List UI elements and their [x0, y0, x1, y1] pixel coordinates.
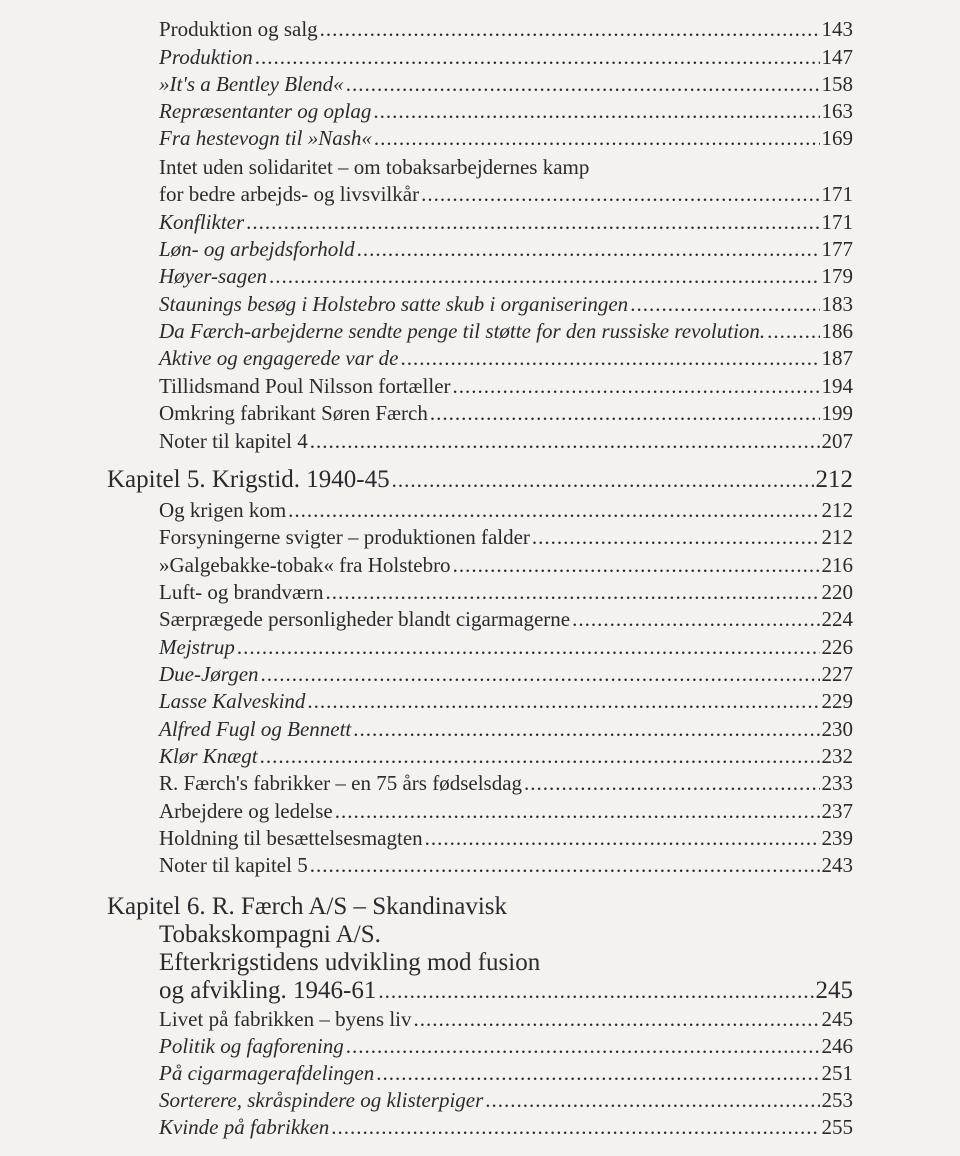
toc-entry: [159, 1060, 853, 1086]
toc-entry-title: Sorterere, skråspindere og klisterpiger: [159, 1088, 484, 1112]
leader-dots: [331, 1114, 819, 1140]
toc-entry-title: Forsyningerne svigter – produktionen falder: [159, 525, 530, 549]
toc-entry: [159, 852, 853, 878]
toc-entry: [159, 44, 853, 70]
leader-dots: [374, 125, 820, 151]
toc-entry: [159, 634, 853, 660]
toc-entry: [159, 688, 853, 714]
leader-dots: [346, 71, 820, 97]
toc-entry: [159, 291, 853, 317]
toc-entry-page-number: 230: [821, 717, 853, 741]
leader-dots: [260, 743, 820, 769]
toc-entry-title: Aktive og engagerede var de: [159, 346, 399, 370]
toc-entry-title: Arbejdere og ledelse: [159, 799, 333, 823]
toc-entry-page-number: 158: [821, 72, 853, 96]
toc-entry-page-number: 163: [821, 99, 853, 123]
leader-dots: [414, 1006, 820, 1032]
toc-entry-title: Klør Knægt: [159, 744, 258, 768]
toc-entry-page-number: 212: [821, 525, 853, 549]
toc-entry-page-number: 220: [821, 580, 853, 604]
toc-entry-title: På cigarmagerafdelingen: [159, 1061, 375, 1085]
toc-entry: [159, 1114, 853, 1140]
leader-dots: [357, 236, 820, 262]
chapter-6-title-end: og afvikling. 1946-61: [159, 977, 377, 1004]
chapter-6-line-4: [107, 977, 853, 1005]
toc-entry: [159, 125, 853, 151]
toc-entry-title: Løn- og arbejdsforhold: [159, 237, 355, 261]
toc-entry-title: »It's a Bentley Blend«: [159, 72, 344, 96]
leader-dots: [346, 1033, 820, 1059]
leader-dots: [378, 977, 813, 1005]
toc-entry-page-number: 255: [821, 1115, 853, 1139]
toc-entry: [159, 16, 853, 42]
leader-dots: [255, 44, 820, 70]
toc-entry-title: Intet uden solidaritet – om tobaksarbejdernes kamp: [159, 155, 590, 179]
toc-entry: [159, 716, 853, 742]
leader-dots: [353, 716, 819, 742]
toc-entry-page-number: 212: [821, 498, 853, 522]
toc-entry: [159, 428, 853, 454]
toc-entry: [159, 606, 853, 632]
toc-entry-title: Mejstrup: [159, 635, 235, 659]
leader-dots: [400, 345, 819, 371]
toc-entry-page-number: 147: [821, 45, 853, 69]
toc-entry-title: for bedre arbejds- og livsvilkår: [159, 182, 420, 206]
leader-dots: [453, 552, 820, 578]
toc-entry-title: Noter til kapitel 4: [159, 429, 308, 453]
leader-dots: [310, 852, 820, 878]
toc-entry-page-number: 227: [821, 662, 853, 686]
leader-dots: [376, 1060, 819, 1086]
toc-entry-title: Og krigen kom: [159, 498, 287, 522]
toc-entry: [159, 497, 853, 523]
toc-entry: [159, 579, 853, 605]
leader-dots: [767, 318, 819, 344]
toc-entry-page-number: 245: [821, 1007, 853, 1031]
toc-entry-title: R. Færch's fabrikker – en 75 års fødselsdag: [159, 771, 523, 795]
toc-entry: [159, 798, 853, 824]
toc-entry-title: Produktion og salg: [159, 17, 318, 41]
toc-entry-title: Alfred Fugl og Bennett: [159, 717, 352, 741]
leader-dots: [425, 825, 820, 851]
leader-dots: [269, 263, 819, 289]
leader-dots: [630, 291, 819, 317]
leader-dots: [335, 798, 820, 824]
toc-entry-title: Luft- og brandværn: [159, 580, 324, 604]
toc-entry-page-number: 177: [821, 237, 853, 261]
toc-entry: [159, 263, 853, 289]
toc-entry: [159, 770, 853, 796]
toc-entry: [159, 209, 853, 235]
toc-entry: [159, 825, 853, 851]
toc-entry-title: Holdning til besættelsesmagten: [159, 826, 423, 850]
chapter-6-line-2: Tobakskompagni A/S.: [159, 921, 381, 948]
leader-dots: [421, 181, 819, 207]
toc-entry-page-number: 232: [821, 744, 853, 768]
leader-dots: [246, 209, 819, 235]
toc-entry-page-number: 226: [821, 635, 853, 659]
leader-dots: [325, 579, 819, 605]
toc-entry-page-number: 143: [821, 17, 853, 41]
toc-entry-title: Særprægede personligheder blandt cigarmagerne: [159, 607, 571, 631]
toc-entry-page-number: 246: [821, 1034, 853, 1058]
chapter-6-line-1: Kapitel 6. R. Færch A/S – Skandinavisk: [107, 893, 507, 920]
toc-entry-page-number: 216: [821, 553, 853, 577]
toc-entry-title: Høyer-sagen: [159, 264, 268, 288]
leader-dots: [310, 428, 820, 454]
toc-entry-title: Due-Jørgen: [159, 662, 259, 686]
toc-entry-title: Konflikter: [159, 210, 245, 234]
toc-entry-title: Politik og fagforening: [159, 1034, 344, 1058]
toc-entry-page-number: 239: [821, 826, 853, 850]
leader-dots: [532, 524, 820, 550]
leader-dots: [261, 661, 820, 687]
toc-entry-page-number: 171: [821, 210, 853, 234]
toc-entry: [159, 1087, 853, 1113]
leader-dots: [453, 373, 820, 399]
toc-entry-page-number: 207: [821, 429, 853, 453]
toc-entry: [159, 154, 853, 180]
toc-entry: [159, 345, 853, 371]
toc-entry-title: Fra hestevogn til »Nash«: [159, 126, 372, 150]
toc-entry-title: Lasse Kalveskind: [159, 689, 306, 713]
toc-entry-page-number: 199: [821, 401, 853, 425]
toc-entry: [159, 1033, 853, 1059]
toc-entry: [159, 373, 853, 399]
toc-entry-page-number: 194: [821, 374, 853, 398]
toc-entry-page-number: 224: [821, 607, 853, 631]
leader-dots: [237, 634, 820, 660]
toc-entry-title: »Galgebakke-tobak« fra Holstebro: [159, 553, 451, 577]
toc-entry-page-number: 233: [821, 771, 853, 795]
toc-entry: [159, 524, 853, 550]
toc-entry-page-number: 251: [821, 1061, 853, 1085]
chapter-heading: [107, 466, 853, 494]
toc-entry-page-number: 183: [821, 292, 853, 316]
toc-entry-title: Kapitel 5. Krigstid. 1940-45: [107, 466, 390, 493]
toc-entry-title: Kvinde på fabrikken: [159, 1115, 330, 1139]
toc-entry-title: Produktion: [159, 45, 253, 69]
toc-entry-page-number: 169: [821, 126, 853, 150]
toc-entry-title: Repræsentanter og oplag: [159, 99, 372, 123]
toc-entry-page-number: 253: [821, 1088, 853, 1112]
chapter-6-line-3: Efterkrigstidens udvikling mod fusion: [159, 949, 541, 976]
toc-entry: [159, 318, 853, 344]
toc-entry-page-number: 229: [821, 689, 853, 713]
toc-entry-title: Staunings besøg i Holstebro satte skub i organiseringen: [159, 292, 629, 316]
leader-dots: [373, 98, 819, 124]
toc-entry-title: Tillidsmand Poul Nilsson fortæller: [159, 374, 451, 398]
toc-entry: [159, 1006, 853, 1032]
toc-entry-page-number: 186: [821, 319, 853, 343]
toc-entry-title: Noter til kapitel 5: [159, 853, 308, 877]
toc-entry: [159, 236, 853, 262]
toc-entry-page-number: 212: [815, 466, 853, 493]
leader-dots: [288, 497, 819, 523]
chapter-6-heading: [107, 893, 853, 1005]
toc-entry: [159, 181, 853, 207]
toc-entry-page-number: 171: [821, 182, 853, 206]
toc-entry-page-number: 179: [821, 264, 853, 288]
toc-entry-page-number: 237: [821, 799, 853, 823]
toc-entry: [159, 552, 853, 578]
toc-entry: [159, 743, 853, 769]
toc-entry-page-number: 243: [821, 853, 853, 877]
leader-dots: [307, 688, 819, 714]
leader-dots: [320, 16, 820, 42]
toc-entry: [159, 400, 853, 426]
toc-entry-title: Livet på fabrikken – byens liv: [159, 1007, 412, 1031]
toc-entry: [159, 98, 853, 124]
leader-dots: [524, 770, 819, 796]
leader-dots: [485, 1087, 819, 1113]
toc-entry: [159, 661, 853, 687]
toc-entry-title: Da Færch-arbejderne sendte penge til støtte for den russiske revolution.: [159, 319, 766, 343]
chapter-6-page-number: 245: [815, 977, 853, 1004]
toc-entry-page-number: 187: [821, 346, 853, 370]
toc-entry-title: Omkring fabrikant Søren Færch: [159, 401, 428, 425]
leader-dots: [392, 466, 814, 494]
leader-dots: [572, 606, 819, 632]
leader-dots: [430, 400, 820, 426]
toc-entry: [159, 71, 853, 97]
